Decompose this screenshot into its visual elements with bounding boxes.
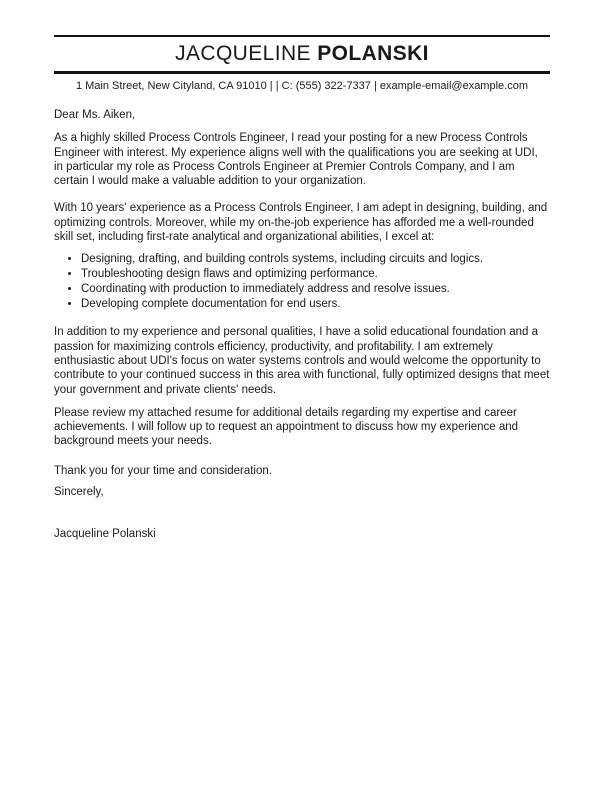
bullet-item: • Developing complete documentation for end users. bbox=[81, 297, 550, 312]
signoff: Sincerely, bbox=[54, 486, 104, 499]
paragraph-intro: As a highly skilled Process Controls Engineer, I read your posting for a new Process Controls Engineer with interest. My experience aligns well with the qualifications you are seeking at UDI, in particular my role as Process Controls Engineer at Premier Controls Company, and I am certain I would make a valuable addition to your organization. bbox=[54, 132, 538, 188]
paragraph-experience: With 10 years' experience as a Process Controls Engineer, I am adept in designing, building, and optimizing controls. Moreover, while my on-the-job experience has afforded me a well-rounded skill set, including first-rate analytical and organizational abilities, I excel at: bbox=[54, 202, 548, 244]
bullet-item: • Coordinating with production to immediately address and resolve issues. bbox=[81, 282, 550, 297]
candidate-last-name: POLANSKI bbox=[317, 42, 429, 65]
salutation: Dear Ms. Aiken, bbox=[54, 109, 136, 121]
paragraph-education: In addition to my experience and personal qualities, I have a solid educational foundation and a passion for maximizing controls efficiency, productivity, and profitability. I am extremely enthusiastic about UDI's focus on water systems controls and would welcome the opportunity to contribute to your continued success in this area with functional, fully optimized designs that meet your government and private clients' needs. bbox=[54, 326, 550, 396]
signature-name: Jacqueline Polanski bbox=[54, 528, 156, 541]
bullet-item: • Troubleshooting design flaws and optimizing performance. bbox=[81, 267, 550, 282]
bullet-item: • Designing, drafting, and building controls systems, including circuits and logics. bbox=[81, 252, 550, 267]
candidate-first-name: JACQUELINE bbox=[175, 42, 311, 65]
paragraph-followup: Please review my attached resume for additional details regarding my expertise and career achievements. I will follow up to request an appointment to discuss how my experience and background meets your needs. bbox=[54, 406, 519, 448]
letter-header bbox=[54, 35, 550, 74]
candidate-name bbox=[54, 42, 550, 65]
skills-bullet-list bbox=[54, 252, 550, 312]
contact-info-line: 1 Main Street, New Cityland, CA 91010 | | C: (555) 322-7337 | example-email@example.com bbox=[75, 80, 528, 92]
letter-body bbox=[54, 108, 550, 542]
paragraph-thanks: Thank you for your time and consideration. bbox=[54, 464, 272, 477]
